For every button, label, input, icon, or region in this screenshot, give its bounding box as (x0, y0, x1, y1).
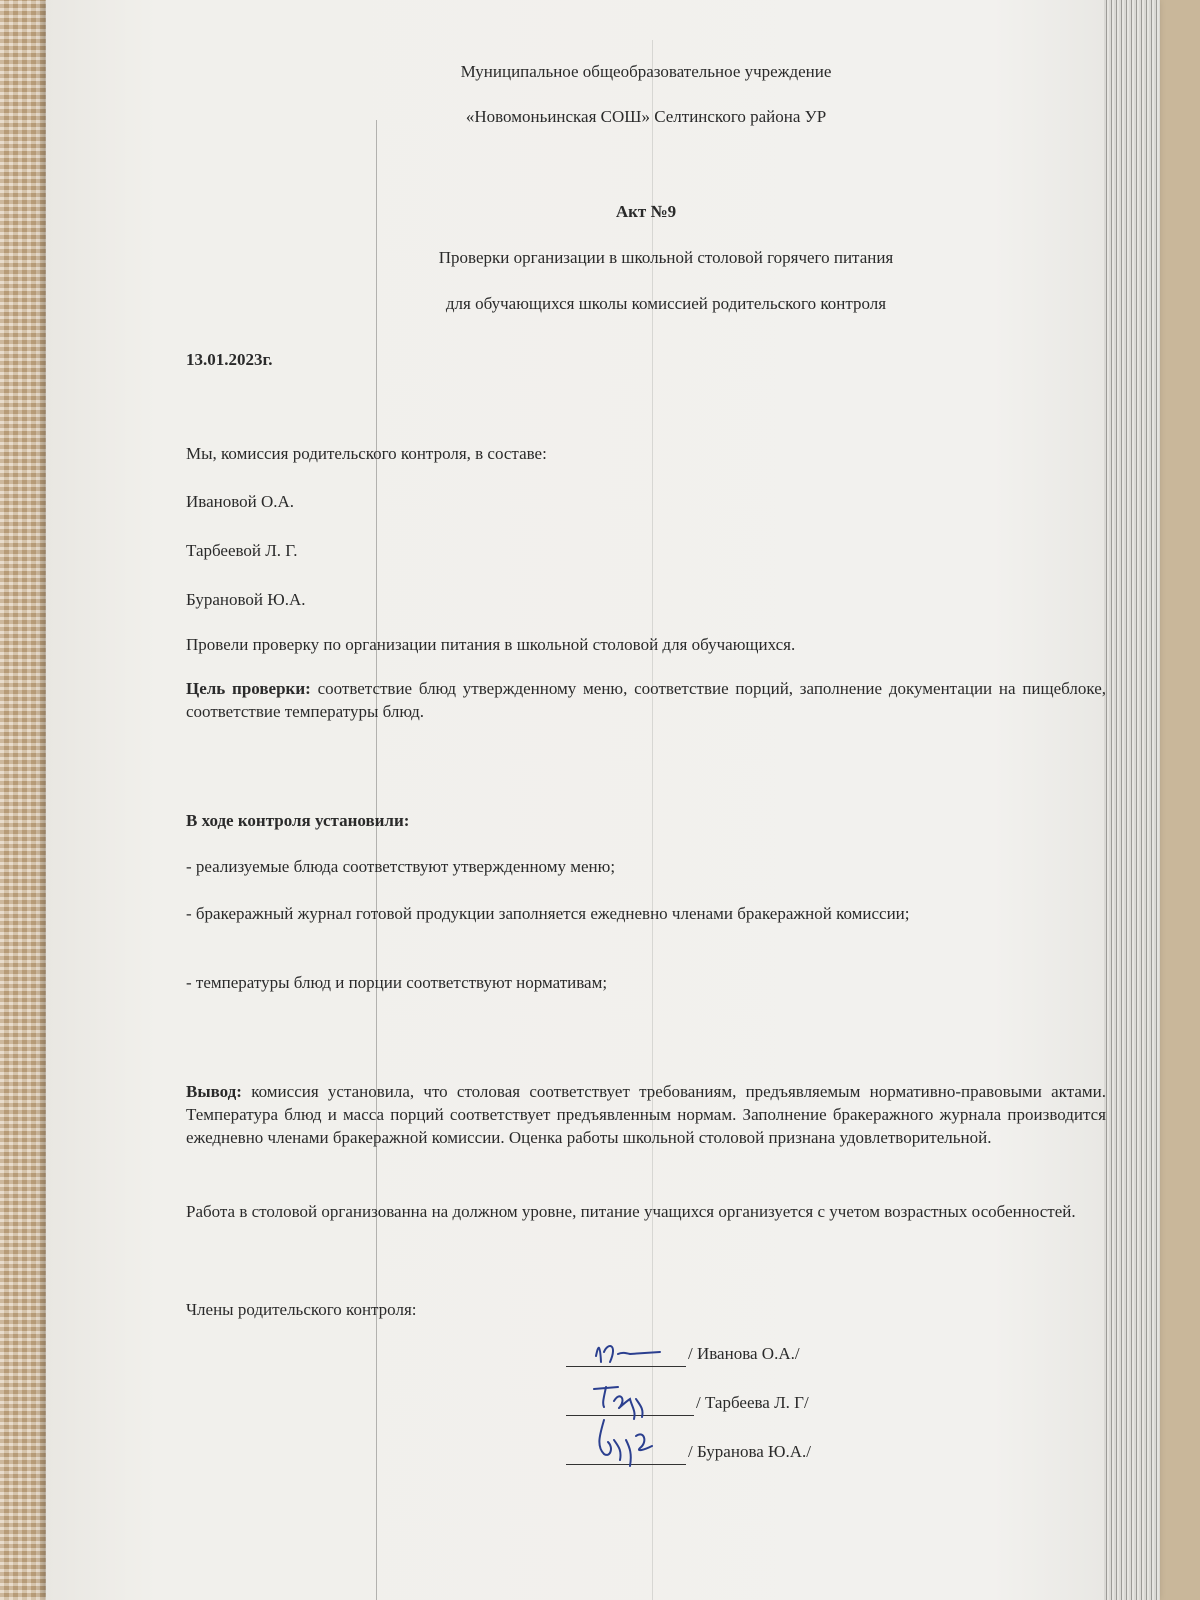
conclusion-label: Вывод: (186, 1082, 242, 1101)
findings-heading: В ходе контроля установили: (186, 811, 410, 830)
signature-row (566, 1327, 800, 1367)
handwritten-signature-icon (574, 1332, 674, 1372)
goal-text: соответствие блюд утвержденному меню, соответствие порций, заполнение документации на пищеблоке, соответствие температуры блюд. (186, 679, 1106, 721)
conclusion (186, 1081, 1106, 1150)
document-page (46, 0, 1160, 1600)
stacked-page-edges (1104, 0, 1160, 1600)
conclusion-text: комиссия установила, что столовая соответствует требованиям, предъявляемым нормативно-правовыми актами. Температура блюд и масса порций соответствует предъявленным нормам. Заполнение бракеражного журнала производится ежедневно членами бракеражной комиссии. Оценка работы школьной столовой признана удовлетворительной. (186, 1082, 1106, 1147)
commission-intro: Мы, комиссия родительского контроля, в составе: (186, 444, 547, 463)
inspection-goal (186, 678, 1106, 724)
finding-item: - температуры блюд и порции соответствуют нормативам; (186, 973, 608, 992)
act-title: Акт №9 (615, 202, 677, 221)
finding-item: - реализуемые блюда соответствуют утвержденному меню; (186, 857, 616, 876)
signatures-heading: Члены родительского контроля: (186, 1300, 417, 1319)
goal-label: Цель проверки: (186, 679, 311, 698)
commission-member: Ивановой О.А. (186, 492, 295, 511)
signature-row (566, 1425, 811, 1465)
signature-name: / Тарбеева Л. Г/ (696, 1393, 809, 1413)
inspection-performed: Провели проверку по организации питания в школьной столовой для обучающихся. (186, 635, 796, 654)
signature-line (566, 1428, 686, 1465)
finding-item: - бракеражный журнал готовой продукции заполняется ежедневно членами бракеражной комиссии; (186, 904, 910, 923)
signature-line (566, 1330, 686, 1367)
signature-name: / Буранова Ю.А./ (688, 1442, 812, 1462)
act-subtitle-line-1: Проверки организации в школьной столовой горячего питания (438, 248, 894, 267)
signature-name: / Иванова О.А./ (688, 1344, 800, 1364)
act-date: 13.01.2023г. (186, 350, 273, 369)
conclusion-continued: Работа в столовой организованна на должном уровне, питание учащихся организуется с учетом возрастных особенностей. (186, 1202, 1076, 1221)
handwritten-signature-icon (574, 1410, 674, 1470)
institution-line-1: Муниципальное общеобразовательное учреждение (460, 62, 832, 81)
commission-member: Бурановой Ю.А. (186, 590, 306, 609)
act-subtitle-line-2: для обучающихся школы комиссией родительского контроля (445, 294, 887, 313)
institution-line-2: «Новомоньинская СОШ» Селтинского района УР (465, 107, 827, 126)
commission-member: Тарбеевой Л. Г. (186, 541, 298, 560)
